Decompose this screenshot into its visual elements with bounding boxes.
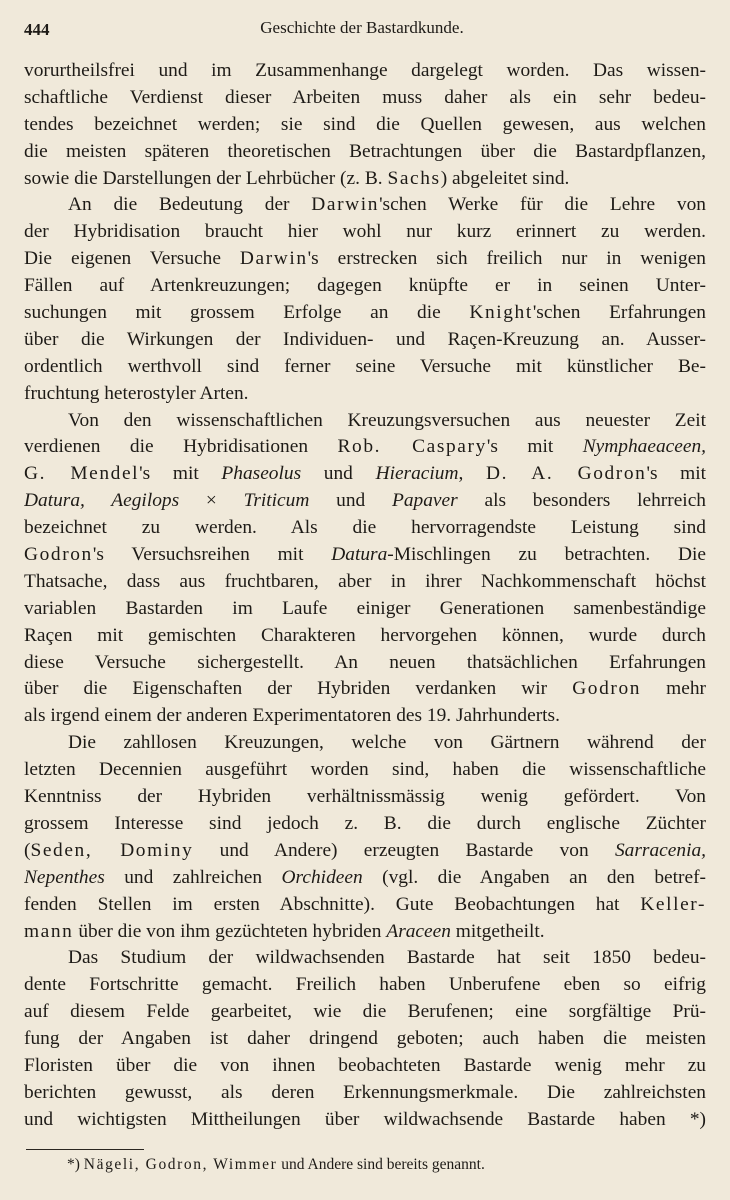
text-line: Von den wissenschaftlichen Kreuzungsversuchen aus neuester Zeit — [68, 409, 706, 431]
text-line: letzten Decennien ausgeführt worden sind, haben die wissenschaftliche — [24, 759, 706, 781]
spaced-name: Keller- — [640, 893, 706, 915]
spaced-name: Darwin — [311, 194, 380, 216]
italic-taxon: Orchideen — [281, 866, 363, 888]
text-line: Das Studium der wildwachsenden Bastarde hat seit 1850 bedeu- — [68, 947, 706, 969]
text-line: Die eigenen Versuche Darwin's erstrecken sich freilich nur in wenigen — [24, 248, 706, 270]
text-line: mann über die von ihm gezüchteten hybriden Araceen mitgetheilt. — [24, 920, 545, 942]
text-line: ordentlich werthvoll sind ferner seine Versuche mit künstlicher Be- — [24, 355, 706, 377]
text-line: suchungen mit grossem Erfolge an die Knight'schen Erfahrungen — [24, 302, 706, 324]
spaced-name: Seden, Dominy — [30, 839, 194, 861]
text-line: schaftliche Verdienst dieser Arbeiten muss daher als ein sehr bedeu- — [24, 86, 706, 108]
spaced-name: Godron — [572, 678, 642, 700]
text-line: G. Mendel's mit Phaseolus und Hieracium, D. A. Godron's mit — [24, 463, 706, 485]
body-text — [24, 58, 706, 1134]
spaced-name: D. A. Godron — [486, 463, 647, 485]
text-line: sowie die Darstellungen der Lehrbücher (z. B. Sachs) abgeleitet sind. — [24, 167, 570, 189]
italic-taxon: Triticum — [243, 490, 310, 512]
italic-taxon: Phaseolus — [221, 463, 302, 485]
text-line: über die Eigenschaften der Hybriden verdanken wir Godron mehr — [24, 678, 706, 700]
spaced-name: Sachs — [387, 167, 441, 189]
italic-taxon: Sarracenia, — [614, 839, 706, 861]
text-line: Die zahllosen Kreuzungen, welche von Gärtnern während der — [68, 732, 706, 754]
text-line: Floristen über die von ihnen beobachteten Bastarde wenig mehr zu — [24, 1054, 706, 1076]
italic-taxon: Nymphaeaceen, — [582, 436, 706, 458]
text-line: über die Wirkungen der Individuen- und Raçen-Kreuzung an. Ausser- — [24, 328, 706, 350]
text-line: dente Fortschritte gemacht. Freilich haben Unberufene eben so eifrig — [24, 974, 706, 996]
text-line: diese Versuche sichergestellt. An neuen thatsächlichen Erfahrungen — [24, 651, 706, 673]
text-line: fung der Angaben ist daher dringend geboten; auch haben die meisten — [24, 1028, 706, 1050]
italic-taxon: Papaver — [392, 490, 458, 512]
text-line: Nepenthes und zahlreichen Orchideen (vgl. die Angaben an den betref- — [24, 866, 706, 888]
text-line: fruchtung heterostyler Arten. — [24, 382, 249, 404]
text-line: vorurtheilsfrei und im Zusammenhange dargelegt worden. Das wissen- — [24, 60, 706, 81]
spaced-name: Rob. Caspary — [337, 436, 487, 458]
spaced-name: Knight — [469, 302, 533, 324]
text-line: fenden Stellen im ersten Abschnitte). Gute Beobachtungen hat Keller- — [24, 893, 706, 915]
text-line: (Seden, Dominy und Andere) erzeugten Bastarde von Sarracenia, — [24, 839, 706, 861]
text-line: verdienen die Hybridisationen Rob. Caspary's mit Nymphaeaceen, — [24, 436, 706, 458]
text-line: Kenntniss der Hybriden verhältnissmässig wenig gefördert. Von — [24, 786, 706, 808]
footnote-rule — [26, 1149, 144, 1150]
spaced-name: G. Mendel — [24, 463, 140, 485]
text-line: auf diesem Felde gearbeitet, wie die Berufenen; eine sorgfältige Prü- — [24, 1001, 706, 1023]
text-line: berichten gewusst, als deren Erkennungsmerkmale. Die zahlreichsten — [24, 1081, 706, 1103]
text-line: Thatsache, dass aus fruchtbaren, aber in ihrer Nachkommenschaft höchst — [24, 570, 706, 592]
spaced-name: mann — [24, 920, 74, 942]
italic-taxon: Nepenthes — [24, 866, 105, 888]
text-line: Raçen mit gemischten Charakteren hervorgehen können, wurde durch — [24, 624, 706, 646]
text-line: Godron's Versuchsreihen mit Datura-Mischlingen zu betrachten. Die — [24, 544, 706, 566]
footnote: *) Nägeli, Godron, Wimmer und Andere sind bereits genannt. — [67, 1156, 485, 1173]
italic-taxon: Datura, Aegilops — [24, 490, 180, 512]
italic-taxon: Hieracium — [375, 463, 459, 485]
spaced-name: Nägeli, Godron, Wimmer — [83, 1156, 278, 1173]
text-line: tendes bezeichnet werden; sie sind die Quellen gewesen, aus welchen — [24, 113, 706, 135]
text-line: Datura, Aegilops × Triticum und Papaver als besonders lehrreich — [24, 490, 706, 512]
page-number: 444 — [24, 20, 50, 39]
text-line: als irgend einem der anderen Experimentatoren des 19. Jahrhunderts. — [24, 705, 560, 727]
italic-taxon: Datura — [331, 544, 388, 566]
text-line: variablen Bastarden im Laufe einiger Generationen samenbeständige — [24, 597, 706, 619]
page-header — [24, 18, 700, 46]
text-line: An die Bedeutung der Darwin'schen Werke für die Lehre von — [68, 194, 706, 216]
text-line: grossem Interesse sind jedoch z. B. die durch englische Züchter — [24, 812, 706, 834]
spaced-name: Darwin — [239, 248, 308, 270]
italic-taxon: Araceen — [386, 920, 451, 942]
text-line: die meisten späteren theoretischen Betrachtungen über die Bastardpflanzen, — [24, 140, 706, 162]
text-line: bezeichnet zu werden. Als die hervorragendste Leistung sind — [24, 517, 706, 539]
text-line: der Hybridisation braucht hier wohl nur kurz erinnert zu werden. — [24, 221, 706, 243]
text-line: und wichtigsten Mittheilungen über wildwachsende Bastarde haben *) — [24, 1108, 706, 1130]
spaced-name: Godron — [24, 544, 93, 566]
running-head: Geschichte der Bastardkunde. — [260, 18, 464, 37]
text-line: Fällen auf Artenkreuzungen; dagegen knüpfte er in seinen Unter- — [24, 275, 706, 297]
